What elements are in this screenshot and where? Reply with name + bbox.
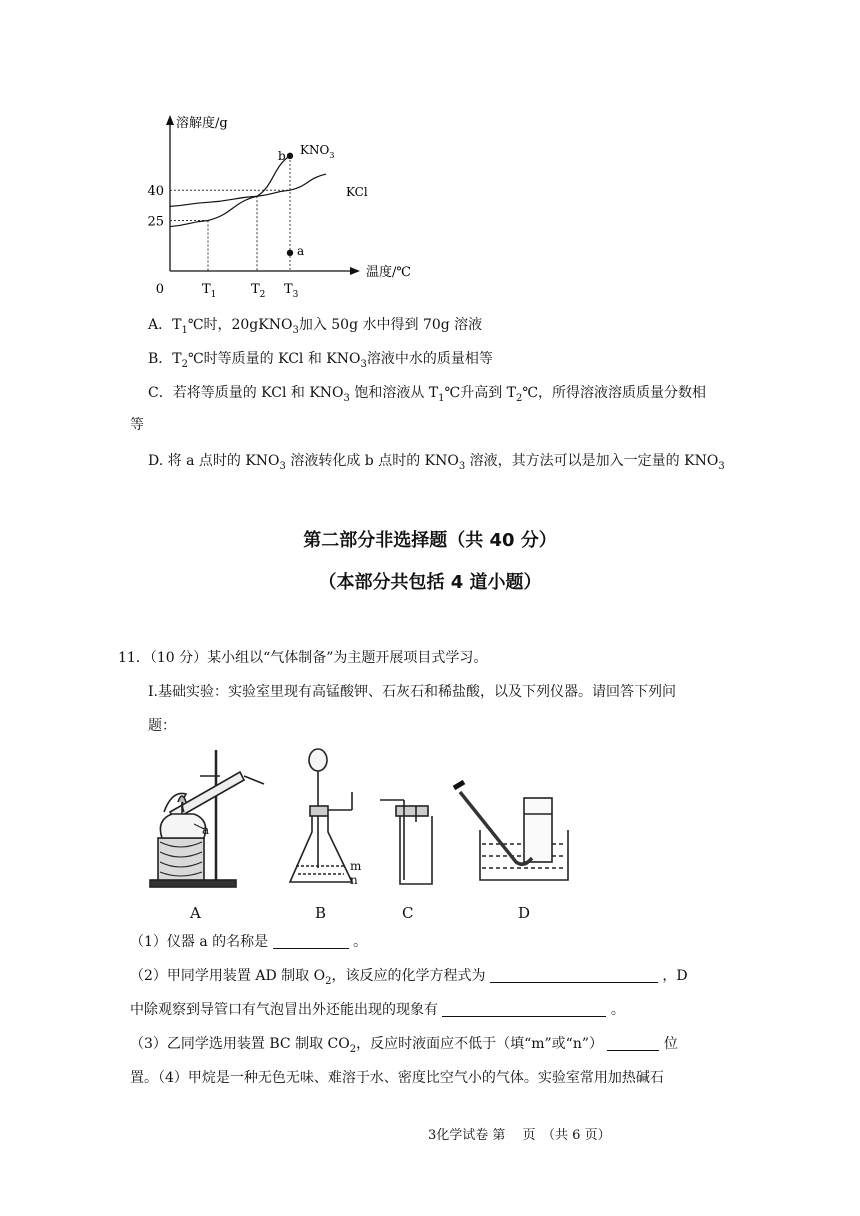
y-tick-label-25: 25 — [147, 214, 164, 230]
x-tick-label-T3: $T_3$ — [284, 282, 299, 300]
series-label-kno3: $KNO_3$ — [300, 142, 335, 160]
x-tick-label-T1: $T_1$ — [202, 282, 217, 300]
q11-part-3: （3）乙同学选用装置 BC 制取 $CO_2$，反应时液面应不低于（填“m”或“n”） 位 — [130, 1036, 678, 1055]
origin-label: 0 — [155, 282, 164, 297]
q11-header: 11．（10 分）某小组以“气体制备”为主题开展项目式学习。 — [118, 650, 488, 666]
apparatus-a — [150, 750, 264, 887]
point-b — [287, 153, 293, 159]
apparatus-c — [380, 800, 432, 884]
x-axis-arrow — [350, 267, 360, 275]
label-apparatus-b: B — [315, 904, 327, 922]
point-a — [287, 250, 293, 256]
page-footer: 3化学试卷 第 页 （共 6 页） — [428, 1128, 611, 1143]
label-m: m — [350, 859, 362, 873]
apparatus-d — [454, 782, 568, 880]
y-tick-label-40: 40 — [147, 184, 164, 200]
label-apparatus-c: C — [402, 904, 414, 922]
q11-part-2-continued: 中除观察到导管口有气泡冒出外还能出现的现象有 。 — [130, 1002, 625, 1018]
section-subtitle: （本部分共包括 4 道小题） — [318, 572, 542, 593]
label-apparatus-d: D — [518, 904, 531, 922]
q11-intro: Ⅰ.基础实验：实验室里现有高锰酸钾、石灰石和稀盐酸，以及下列仪器。请回答下列问 — [148, 684, 676, 700]
point-label-b: b — [278, 148, 286, 163]
q11-part-2: （2）甲同学用装置 AD 制取 $O_2$，该反应的化学方程式为 ，D — [130, 968, 688, 987]
option-c-continued: 等 — [130, 417, 144, 433]
q11-part-3-continued: 置。（4）甲烷是一种无色无味、难溶于水、密度比空气小的气体。实验室常用加热碱石 — [130, 1070, 664, 1086]
answer-blank-3[interactable] — [442, 1000, 606, 1017]
apparatus-b — [290, 749, 352, 882]
x-axis-label: 温度/℃ — [366, 265, 411, 280]
answer-blank-1[interactable] — [273, 932, 349, 949]
series-line-kno3 — [170, 156, 290, 227]
answer-blank-2[interactable] — [490, 966, 658, 983]
option-b: B．$T_2℃$时等质量的 KCl 和 $KNO_3$溶液中水的质量相等 — [148, 351, 493, 370]
q11-part-1: （1）仪器 a 的名称是 。 — [130, 934, 368, 950]
section-title: 第二部分非选择题（共 40 分） — [303, 530, 557, 551]
y-axis-arrow — [166, 115, 174, 125]
apparatus-figure — [140, 742, 580, 927]
option-c: C．若将等质量的 KCl 和 $KNO_3$ 饱和溶液从 $T_1℃$升高到 $T_2℃$，所得溶液溶质质量分数相 — [148, 385, 707, 404]
label-n: n — [350, 873, 358, 887]
q11-intro-continued: 题： — [148, 718, 176, 734]
label-apparatus-a: A — [190, 904, 201, 922]
answer-blank-4[interactable] — [607, 1034, 659, 1051]
series-label-kcl: KCl — [346, 185, 368, 200]
y-axis-label: 溶解度/g — [176, 116, 228, 131]
option-a: A．$T_1℃$时，20gKNO$_3$加入 50g 水中得到 70g 溶液 — [148, 317, 483, 336]
label-a-small: a — [202, 823, 210, 837]
solubility-chart — [130, 105, 411, 310]
option-d: D. 将 a 点时的 $KNO_3$ 溶液转化成 b 点时的 $KNO_3$ 溶液，其方法可以是加入一定量的 $KNO_3$ — [148, 453, 725, 472]
x-tick-label-T2: $T_2$ — [251, 282, 266, 300]
point-label-a: a — [297, 243, 305, 258]
